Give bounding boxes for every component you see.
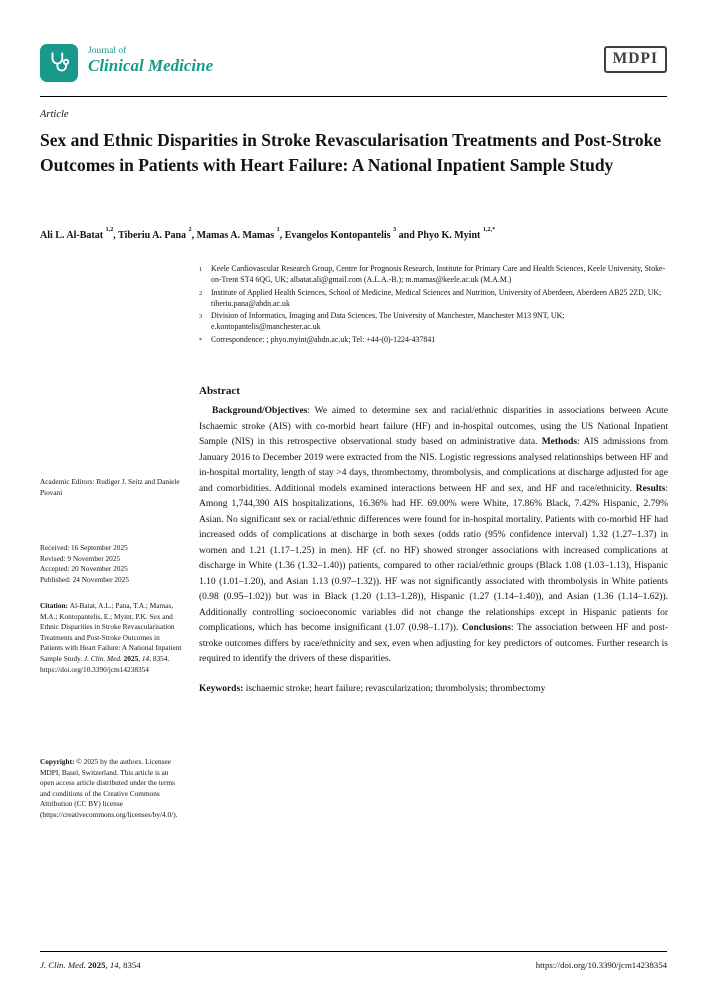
footer-divider <box>40 951 667 952</box>
journal-of-label: Journal of <box>88 46 127 56</box>
abstract-column <box>199 385 668 697</box>
abstract-heading: Abstract <box>199 385 240 397</box>
article-type-label: Article <box>40 109 69 120</box>
correspondence-line <box>199 334 668 345</box>
correspondence-text: Correspondence: ; phyo.myint@abdn.ac.uk; Tel: +44-(0)-1224-437841 <box>211 334 436 344</box>
authors-line: Ali L. Al-Batat $^{1,2}$, Tiberiu A. Pana $^2$, Mamas A. Mamas $^1$, Evangelos Kontopantelis $^3$ and Phyo K. Myint $^{1,2,*}$ <box>40 225 496 241</box>
affiliation-3-marker: 3 <box>199 313 203 321</box>
abstract-text: Background/Objectives: We aimed to determine sex and racial/ethnic disparities in associations between Acute Ischaemic stroke (AIS) with co-morbid heart failure (HF) and in-hospital outcomes, using the US National Inpatient Sample (NIS) in this retrospective observational study based on administrative data. Methods: AIS admissions from January 2016 to December 2019 were extracted from the NIS. Logistic regressions analysed relationships between HF and in-hospital mortality, length of stay >4 days, thrombectomy, thrombolysis, and complications at discharge adjusted for age and comorbidities. Additional models examined interactions between HF and sex, and HF and race/ethnicity. Results: Among 1,744,390 AIS hospitalizations, 16.36% had HF. 69.00% were White, 17.86% Black, 7.42% Hispanic, 2.79% Asian. No significant sex or racial/ethnic differences were found for in-hospital mortality. Patients with co-morbid HF had increased odds of complications at discharge in both sexes (odds ratio (95% confidence interval) 1.32 (1.27–1.37) in women and 1.21 (1.17–1.25) in men). HF (cf. no HF) showed stronger associations with increased complications at discharge in White (1.36 (1.32–1.40)) patients, compared to other racial/ethnic groups (Black 1.08 (1.03–1.13), Hispanic 1.10 (1.01–1.20), and Asian 1.13 (0.97–1.32)). HF was not significantly associated with thrombolysis in White patients (0.98 (0.95–1.02)) but was in Black (1.20 (1.13–1.28)), Hispanic (1.27 (1.14–1.40)), and Asian (1.36 (1.14–1.62)). Additionally controlling socioeconomic variables did not change the relationships except in Hispanic patients for complications, which has become insignificant (1.07 (0.98–1.17)). Conclusions: The association between HF and post-stroke outcomes differs by race/ethnicity and sex, even when adjusting for key predictors of outcomes. Further research is required to identify the drivers of these disparities. <box>199 406 668 664</box>
keywords-line: Keywords: ischaemic stroke; heart failure; revascularization; thrombolysis; thrombectomy <box>199 683 546 694</box>
affiliation-2 <box>199 287 668 310</box>
affiliation-3 <box>199 310 668 333</box>
affiliation-1 <box>199 263 668 286</box>
sidebar-copyright: Copyright: © 2025 by the authors. Licensee MDPI, Basel, Switzerland. This article is an open access article distributed under the terms and conditions of the Creative Commons Attribution (CC BY) license (https://creativecommons.org/licenses/by/4.0/). <box>40 757 178 819</box>
received-date: Received: 16 September 2025 <box>40 543 128 552</box>
affiliation-2-marker: 2 <box>199 289 203 297</box>
revised-date: Revised: 9 November 2025 <box>40 553 121 563</box>
footer-doi-link: https://doi.org/10.3390/jcm14238354 <box>535 960 667 970</box>
affiliation-3-text: Division of Informatics, Imaging and Data Sciences, The University of Manchester, Manchester M13 9NT, UK; e.kontopantelis@manchester.ac.uk <box>211 311 565 332</box>
journal-name: Clinical Medicine <box>88 56 214 75</box>
sidebar-dates <box>40 543 183 585</box>
paper-title: Sex and Ethnic Disparities in Stroke Revascularisation Treatments and Post-Stroke Outcomes in Patients with Heart Failure: A National Inpatient Sample Study <box>40 130 662 175</box>
affiliations-block <box>199 263 668 346</box>
footer-journal-ref: J. Clin. Med. 2025, 14, 8354 <box>40 960 141 970</box>
published-date: Published: 24 November 2025 <box>40 574 129 584</box>
journal-logo <box>40 44 78 82</box>
stethoscope-icon <box>46 50 72 76</box>
accepted-date: Accepted: 20 November 2025 <box>40 564 128 574</box>
mdpi-logo: MDPI <box>604 46 667 73</box>
affiliation-2-text: Institute of Applied Health Sciences, School of Medicine, Medical Sciences and Nutrition, University of Aberdeen, Aberdeen AB25 2ZD, UK; tiberiu.pana@abdn.ac.uk <box>211 287 662 308</box>
sidebar-citation: Citation: Al-Batat, A.L.; Pana, T.A.; Mamas, M.A.; Kontopantelis, E.; Myint, P.K. Sex and Ethnic Disparities in Stroke Revascularisation Treatments and Post-Stroke Outcomes in Patients with Heart Failure: A National Inpatient Sample Study. J. Clin. Med. 2025, 14, 8354. https://doi.org/10.3390/jcm14238354 <box>40 601 182 674</box>
sidebar-academic-editors: Academic Editors: Rudiger J. Seitz and Daniele Piovani <box>40 477 180 497</box>
correspondence-marker: * <box>199 336 203 344</box>
affiliation-1-text: Keele Cardiovascular Research Group, Centre for Prognosis Research, Institute for Primary Care and Health Sciences, Keele University, Stoke-on-Trent ST4 6QG, UK; albatat.ali@gmail.com (A.L.A.-B.); m.mamas@keele.ac.uk (M.A.M.) <box>211 264 666 285</box>
affiliation-1-marker: 1 <box>199 266 203 273</box>
header-divider <box>40 96 667 97</box>
